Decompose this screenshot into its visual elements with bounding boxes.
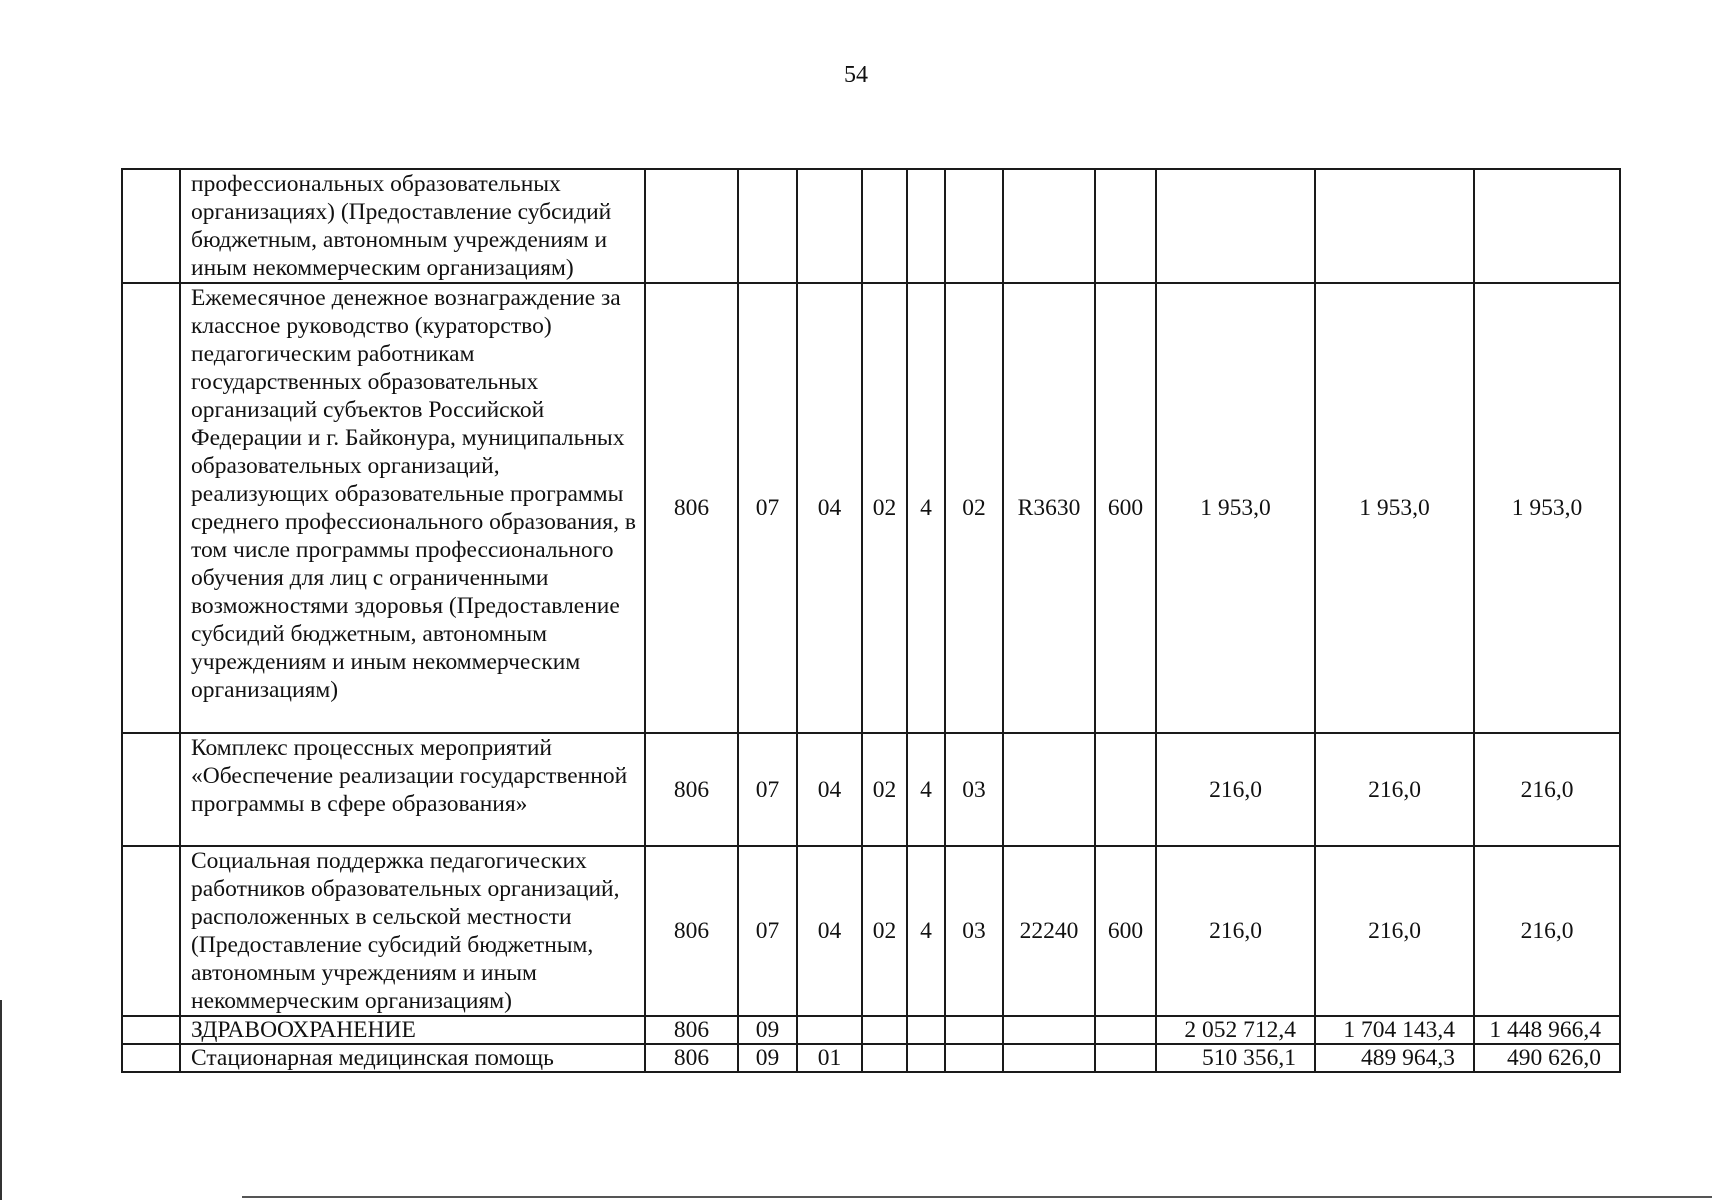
section-code-cell: 07 — [738, 733, 797, 846]
amount-year2-cell: 1 953,0 — [1315, 283, 1474, 733]
subsection-code-cell: 04 — [797, 846, 862, 1016]
ministry-code-cell: 806 — [645, 733, 738, 846]
expense-type-code-cell — [1095, 169, 1156, 283]
subprogram-code-cell: 4 — [907, 283, 945, 733]
structural-element-code-cell: 03 — [945, 846, 1003, 1016]
amount-year3-cell: 490 626,0 — [1474, 1044, 1620, 1072]
section-code-cell — [738, 169, 797, 283]
page-number: 54 — [844, 62, 868, 88]
amount-year3-cell: 216,0 — [1474, 846, 1620, 1016]
scan-edge-line — [0, 1000, 2, 1200]
amount-year3-cell: 1 953,0 — [1474, 283, 1620, 733]
structural-element-code-cell: 02 — [945, 283, 1003, 733]
amount-year1-cell: 216,0 — [1156, 846, 1315, 1016]
section-code-cell: 09 — [738, 1016, 797, 1044]
subsection-code-cell: 01 — [797, 1044, 862, 1072]
section-code-cell: 07 — [738, 283, 797, 733]
amount-year1-cell: 216,0 — [1156, 733, 1315, 846]
subsection-code-cell — [797, 169, 862, 283]
program-code-cell — [862, 169, 907, 283]
ministry-code-cell: 806 — [645, 846, 738, 1016]
direction-code-cell — [1003, 1044, 1095, 1072]
section-code-cell: 07 — [738, 846, 797, 1016]
amount-year2-cell — [1315, 169, 1474, 283]
expense-type-code-cell — [1095, 1016, 1156, 1044]
row-number-cell — [122, 733, 180, 846]
amount-year2-cell: 216,0 — [1315, 733, 1474, 846]
structural-element-code-cell: 03 — [945, 733, 1003, 846]
item-name-cell: Комплекс процессных мероприятий «Обеспечение реализации государственной программы в сфере образования» — [180, 733, 645, 846]
ministry-code-cell: 806 — [645, 1044, 738, 1072]
subprogram-code-cell — [907, 1044, 945, 1072]
budget-table — [121, 168, 1621, 1073]
item-name-cell: Ежемесячное денежное вознаграждение за классное руководство (кураторство) педагогическим работникам государственных образовательных организаций субъектов Российской Федерации и г. Байконура, муниципальных образовательных организаций, реализующих образовательные программы среднего профессионального образования, в том числе программы профессионального обучения для лиц с ограниченными возможностями здоровья (Предоставление субсидий бюджетным, автономным учреждениям и иным некоммерческим организациям) — [180, 283, 645, 733]
subprogram-code-cell — [907, 169, 945, 283]
amount-year3-cell: 216,0 — [1474, 733, 1620, 846]
expense-type-code-cell: 600 — [1095, 846, 1156, 1016]
expense-type-code-cell — [1095, 1044, 1156, 1072]
expense-type-code-cell — [1095, 733, 1156, 846]
item-name-cell: Социальная поддержка педагогических работников образовательных организаций, расположенных в сельской местности (Предоставление субсидий бюджетным, автономным учреждениям и иным некоммерческим организациям) — [180, 846, 645, 1016]
amount-year1-cell — [1156, 169, 1315, 283]
subprogram-code-cell — [907, 1016, 945, 1044]
amount-year2-cell: 216,0 — [1315, 846, 1474, 1016]
amount-year2-cell: 489 964,3 — [1315, 1044, 1474, 1072]
subsection-code-cell: 04 — [797, 733, 862, 846]
direction-code-cell — [1003, 169, 1095, 283]
table-row — [122, 1016, 1620, 1044]
ministry-code-cell: 806 — [645, 1016, 738, 1044]
subprogram-code-cell: 4 — [907, 846, 945, 1016]
amount-year1-cell: 1 953,0 — [1156, 283, 1315, 733]
subsection-code-cell — [797, 1016, 862, 1044]
row-number-cell — [122, 283, 180, 733]
row-number-cell — [122, 1016, 180, 1044]
direction-code-cell — [1003, 733, 1095, 846]
item-name-cell: профессиональных образовательных организациях) (Предоставление субсидий бюджетным, автономным учреждениям и иным некоммерческим организациям) — [180, 169, 645, 283]
amount-year1-cell: 510 356,1 — [1156, 1044, 1315, 1072]
item-name-cell: ЗДРАВООХРАНЕНИЕ — [180, 1016, 645, 1044]
program-code-cell — [862, 1016, 907, 1044]
amount-year1-cell: 2 052 712,4 — [1156, 1016, 1315, 1044]
program-code-cell: 02 — [862, 846, 907, 1016]
row-number-cell — [122, 169, 180, 283]
direction-code-cell: R3630 — [1003, 283, 1095, 733]
item-name-cell: Стационарная медицинская помощь — [180, 1044, 645, 1072]
subsection-code-cell: 04 — [797, 283, 862, 733]
program-code-cell — [862, 1044, 907, 1072]
program-code-cell: 02 — [862, 283, 907, 733]
direction-code-cell: 22240 — [1003, 846, 1095, 1016]
ministry-code-cell — [645, 169, 738, 283]
ministry-code-cell: 806 — [645, 283, 738, 733]
row-number-cell — [122, 1044, 180, 1072]
table-row — [122, 846, 1620, 1016]
section-code-cell: 09 — [738, 1044, 797, 1072]
expense-type-code-cell: 600 — [1095, 283, 1156, 733]
table-row — [122, 169, 1620, 283]
table-row — [122, 1044, 1620, 1072]
table-row — [122, 283, 1620, 733]
amount-year3-cell: 1 448 966,4 — [1474, 1016, 1620, 1044]
table-row — [122, 733, 1620, 846]
scan-bottom-line — [242, 1196, 1712, 1198]
subprogram-code-cell: 4 — [907, 733, 945, 846]
structural-element-code-cell — [945, 169, 1003, 283]
structural-element-code-cell — [945, 1044, 1003, 1072]
amount-year3-cell — [1474, 169, 1620, 283]
direction-code-cell — [1003, 1016, 1095, 1044]
amount-year2-cell: 1 704 143,4 — [1315, 1016, 1474, 1044]
row-number-cell — [122, 846, 180, 1016]
structural-element-code-cell — [945, 1016, 1003, 1044]
program-code-cell: 02 — [862, 733, 907, 846]
